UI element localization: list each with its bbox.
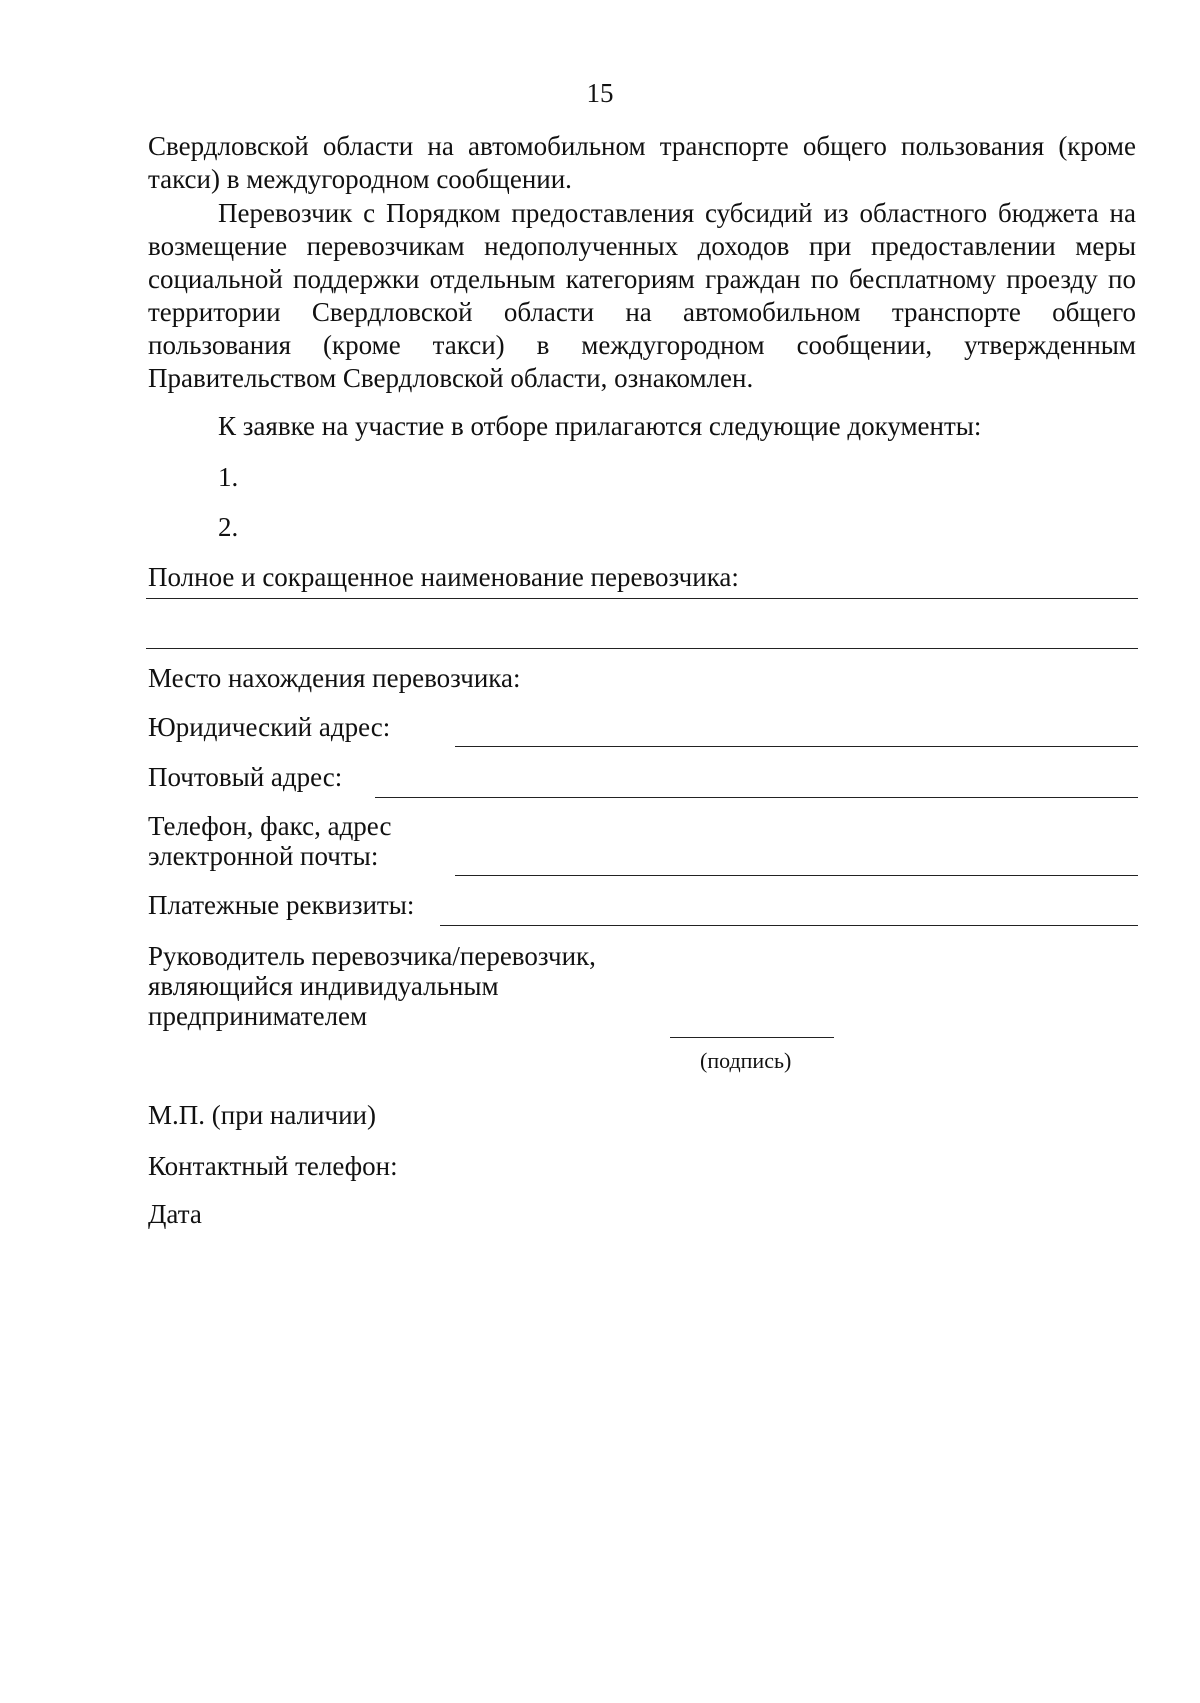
contact-phone-label: Контактный телефон: xyxy=(148,1151,398,1181)
legal-address-line[interactable] xyxy=(455,746,1138,747)
legal-address-label: Юридический адрес: xyxy=(148,712,391,742)
postal-address-line[interactable] xyxy=(375,797,1138,798)
postal-address-label: Почтовый адрес: xyxy=(148,762,343,792)
attachment-item-2: 2. xyxy=(218,512,239,542)
paragraph-continuation: Свердловской области на автомобильном транспорте общего пользования (кроме такси) в междугородном сообщении. xyxy=(148,131,1136,194)
location-label: Место нахождения перевозчика: xyxy=(148,663,521,693)
carrier-name-label: Полное и сокращенное наименование перевозчика: xyxy=(148,562,739,592)
payment-details-line[interactable] xyxy=(440,925,1138,926)
contacts-label-line-1: Телефон, факс, адрес xyxy=(148,811,392,841)
head-label-line-3: предпринимателем xyxy=(148,1001,368,1031)
paragraph-attachments-intro: К заявке на участие в отборе прилагаются следующие документы: xyxy=(218,411,982,441)
page-number: 15 xyxy=(586,78,614,108)
contacts-label-line-2: электронной почты: xyxy=(148,841,379,871)
payment-details-label: Платежные реквизиты: xyxy=(148,890,415,920)
carrier-name-line-1[interactable] xyxy=(146,598,1138,599)
attachment-item-1: 1. xyxy=(218,462,239,492)
date-label: Дата xyxy=(148,1199,202,1229)
signature-line[interactable] xyxy=(670,1037,834,1038)
contacts-line[interactable] xyxy=(455,875,1138,876)
head-label-line-2: являющийся индивидуальным xyxy=(148,971,499,1001)
head-label-line-1: Руководитель перевозчика/перевозчик, xyxy=(148,941,596,971)
stamp-label: М.П. (при наличии) xyxy=(148,1100,376,1130)
signature-caption: (подпись) xyxy=(700,1048,792,1073)
paragraph-acknowledgement: Перевозчик с Порядком предоставления субсидий из областного бюджета на возмещение перевозчикам недополученных доходов при предоставлении меры социальной поддержки отдельным категориям граждан по бесплатному проезду по территории Свердловской области на автомобильном транспорте общего пользования (кроме такси) в междугородном сообщении, утвержденным Правительством Свердловской области, ознакомлен. xyxy=(148,198,1136,393)
carrier-name-line-2[interactable] xyxy=(146,648,1138,649)
